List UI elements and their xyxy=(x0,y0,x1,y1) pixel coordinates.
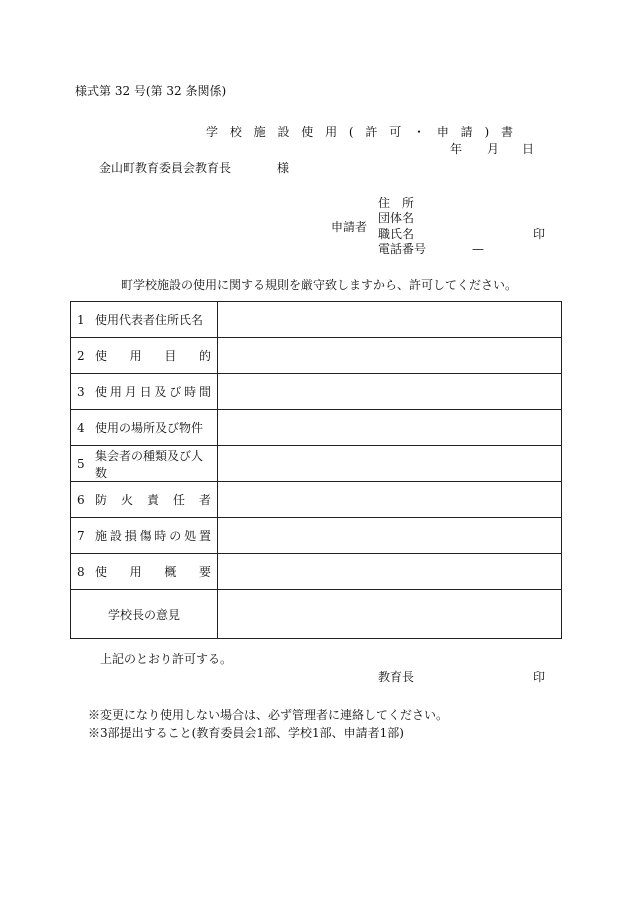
form-title: 学 校 施 設 使 用 ( 許 可 ・ 申 請 ) 書 xyxy=(206,125,517,139)
fire-officer-field[interactable] xyxy=(218,482,562,518)
row-label: 施設損傷時の処置 xyxy=(95,529,211,543)
row-number: 2 xyxy=(77,348,85,363)
date-time-field[interactable] xyxy=(218,374,562,410)
note-copies: ※3部提出すること(教育委員会1部、学校1部、申請者1部) xyxy=(88,726,404,740)
row-label-cell xyxy=(71,410,218,446)
row-label-cell xyxy=(71,338,218,374)
compliance-statement: 町学校施設の使用に関する規則を厳守致しますから、許可してください。 xyxy=(121,278,518,292)
purpose-field[interactable] xyxy=(218,338,562,374)
table-row xyxy=(71,374,562,410)
table-row xyxy=(71,302,562,338)
damage-handling-field[interactable] xyxy=(218,518,562,554)
row-label: 使用月日及び時間 xyxy=(95,385,211,399)
applicant-address-label: 住 所 xyxy=(378,196,415,210)
row-label-cell xyxy=(71,374,218,410)
row-label: 使用概要 xyxy=(95,565,211,579)
addressee-honorific: 様 xyxy=(277,161,290,175)
row-label: 使用代表者住所氏名 xyxy=(95,313,204,327)
table-row xyxy=(71,410,562,446)
row-label-cell xyxy=(71,302,218,338)
applicant-label: 申請者 xyxy=(331,220,368,234)
table-row xyxy=(71,482,562,518)
row-label: 使用目的 xyxy=(95,349,211,363)
approval-text: 上記のとおり許可する。 xyxy=(100,652,233,666)
form-number: 様式第 32 号(第 32 条関係) xyxy=(75,84,227,98)
superintendent-label: 教育長 xyxy=(378,670,415,684)
row-number: 1 xyxy=(77,312,85,327)
principal-opinion-field[interactable] xyxy=(218,590,562,639)
representative-field[interactable] xyxy=(218,302,562,338)
table-row xyxy=(71,554,562,590)
principal-opinion-label: 学校長の意見 xyxy=(71,590,218,639)
date-day-label: 日 xyxy=(522,142,535,156)
date-month-label: 月 xyxy=(487,142,500,156)
row-label-cell xyxy=(71,482,218,518)
row-label: 使用の場所及び物件 xyxy=(95,421,204,435)
applicant-group-label: 団体名 xyxy=(378,211,415,225)
row-number: 7 xyxy=(77,528,85,543)
facility-use-table xyxy=(70,301,562,639)
applicant-phone-label: 電話番号 xyxy=(378,242,427,256)
usage-summary-field[interactable] xyxy=(218,554,562,590)
table-row xyxy=(71,446,562,482)
table-row xyxy=(71,590,562,639)
row-label-cell xyxy=(71,518,218,554)
addressee-name: 金山町教育委員会教育長 xyxy=(99,161,232,175)
superintendent-seal: 印 xyxy=(533,670,546,684)
applicant-seal: 印 xyxy=(533,227,546,241)
row-label-cell xyxy=(71,554,218,590)
row-number: 6 xyxy=(77,492,85,507)
attendees-field[interactable] xyxy=(218,446,562,482)
row-label: 防火責任者 xyxy=(95,493,211,507)
row-label-cell xyxy=(71,446,218,482)
row-number: 3 xyxy=(77,384,85,399)
row-number: 8 xyxy=(77,564,85,579)
table-row xyxy=(71,518,562,554)
place-property-field[interactable] xyxy=(218,410,562,446)
note-cancellation: ※変更になり使用しない場合は、必ず管理者に連絡してください。 xyxy=(88,708,449,722)
date-year-label: 年 xyxy=(450,142,463,156)
applicant-phone-dash: — xyxy=(472,242,484,256)
table-row xyxy=(71,338,562,374)
row-label: 集会者の種類及び人数 xyxy=(95,448,204,480)
row-number: 5 xyxy=(77,456,85,471)
row-number: 4 xyxy=(77,420,85,435)
applicant-position-label: 職氏名 xyxy=(378,227,415,241)
